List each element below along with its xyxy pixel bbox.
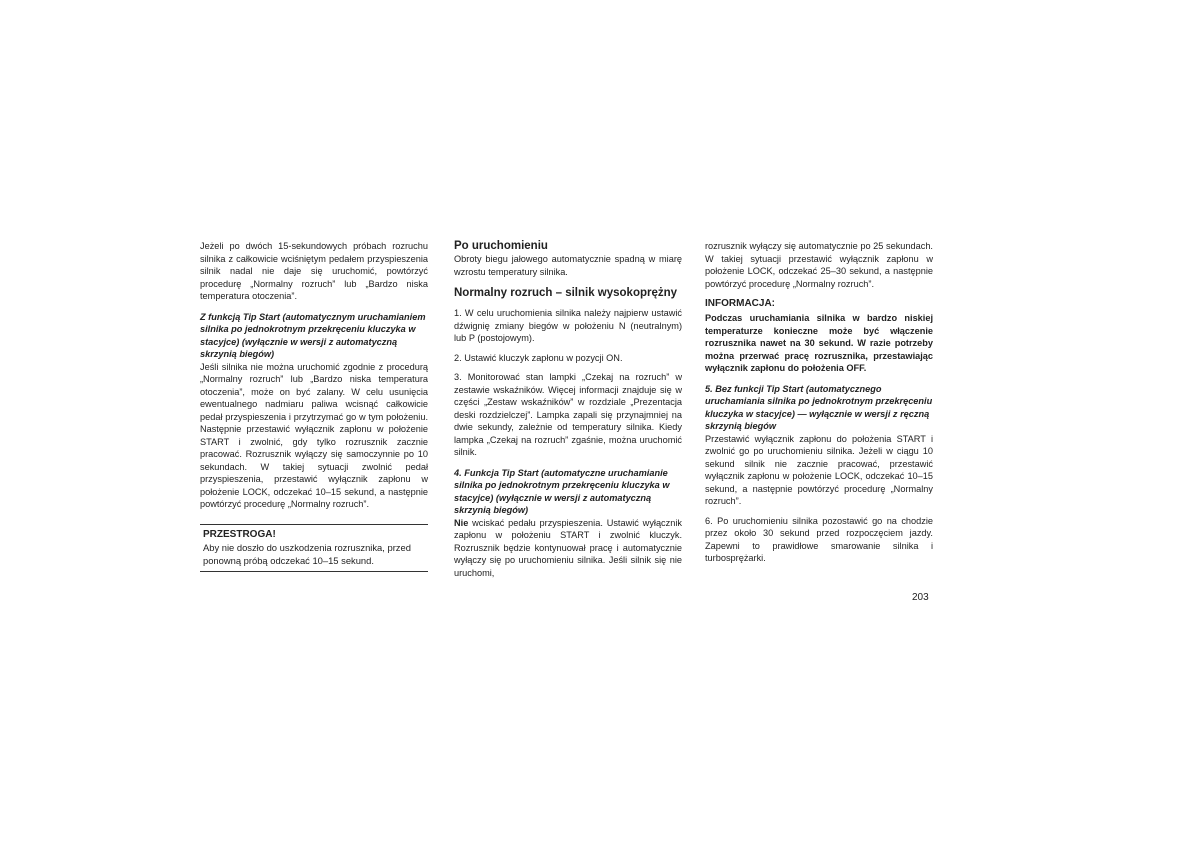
info-label: INFORMACJA:: [705, 298, 775, 309]
paragraph: Obroty biegu jałowego automatycznie spadną w miarę wzrostu temperatury silnika.: [454, 254, 682, 277]
heading-diesel-start: Normalny rozruch – silnik wysokoprężny: [454, 287, 678, 299]
emphasis-word: Nie: [454, 517, 469, 528]
paragraph: Przestawić wyłącznik zapłonu do położenia START i zwolnić go po uruchomieniu silnika. Jeżeli w ciągu 10 sekund silnik nie zacznie pracować, przestawić wyłącznik zapłonu w położenie LOCK, odczekać 10–15 sekund, a następnie powtórzyć procedurę „Normalny rozruch”.: [705, 433, 933, 506]
paragraph: rozrusznik wyłączy się automatycznie po 25 sekundach. W takiej sytuacji przestawić wyłącznik zapłonu w położenie LOCK, odczekać 25–30 sekund, a następnie powtórzyć procedurę „Normalny rozruch”.: [705, 241, 933, 289]
paragraph-text: wciskać pedału przyspieszenia. Ustawić wyłącznik zapłonu w położeniu START i zwolnić kluczyk. Rozrusznik będzie kontynuował pracę i automatycznie wyłączy się po uruchomieniu silnika. Jeśli silnik się nie uruchomi,: [454, 517, 682, 578]
step-6: 6. Po uruchomieniu silnika pozostawić go na chodzie przez około 30 sekund przed rozpoczęciem jazdy. Zapewni to prawidłowe smarowanie silnika i turbosprężarki.: [705, 515, 933, 563]
info-text: Podczas uruchamiania silnika w bardzo niskiej temperaturze konieczne może być włączenie rozrusznika nawet na 30 sekund. W razie potrzeby można przerwać pracę rozrusznika, przestawiając wyłącznik zapłonu do położenia OFF.: [705, 313, 933, 373]
step-2: 2. Ustawić kluczyk zapłonu w pozycji ON.: [454, 352, 623, 363]
warning-text: Aby nie doszło do uszkodzenia rozrusznika, przed ponowną próbą odczekać 10–15 sekund.: [203, 541, 411, 566]
warning-box: [200, 524, 428, 572]
subheading-step-4: 4. Funkcja Tip Start (automatyczne uruchamianie silnika po jednokrotnym przekręceniu kluczyka w stacyjce) (wyłącznie w wersji z automatyczną skrzynią biegów): [454, 467, 670, 515]
subheading-step-5: 5. Bez funkcji Tip Start (automatycznego uruchamiania silnika po jednokrotnym przekręceniu kluczyka w stacyjce) — wyłącznie w wersji z ręczną skrzynią biegów: [705, 383, 933, 431]
subheading-tip-start: Z funkcją Tip Start (automatycznym uruchamianiem silnika po jednokrotnym przekręceniu kluczyka w stacyjce) (wyłącznie w wersji z automatyczną skrzynią biegów): [200, 311, 426, 359]
paragraph: [454, 517, 682, 580]
heading-after-start: Po uruchomieniu: [454, 240, 548, 252]
column-2: [454, 240, 682, 579]
warning-title: PRZESTROGA!: [203, 528, 276, 540]
step-3: 3. Monitorować stan lampki „Czekaj na rozruch” w zestawie wskaźników. Więcej informacji znajduje się w części „Zestaw wskaźników” w rozdziale „Prezentacja deski rozdzielczej”. Lampka zapali się przynajmniej na dwie sekundy, zależnie od temperatury silnika. Kiedy lampka „Czekaj na rozruch” zgaśnie, można uruchomić silnik.: [454, 372, 682, 457]
page-number: 203: [912, 592, 929, 603]
step-1: 1. W celu uruchomienia silnika należy najpierw ustawić dźwignię zmiany biegów w położeniu N (neutralnym) lub P (postojowym).: [454, 308, 682, 343]
column-3: [705, 240, 933, 565]
paragraph: Jeśli silnika nie można uruchomić zgodnie z procedurą „Normalny rozruch” lub „Bardzo niska temperatura otoczenia”, może on być zalany. W celu usunięcia ewentualnego nadmiaru paliwa wcisnąć całkowicie pedał przyspieszenia i przytrzymać go w tym położeniu. Następnie przestawić wyłącznik zapłonu w położenie START i zwolnić, gdy tylko rozrusznik zacznie pracować. Rozrusznik wyłączy się samoczynnie po 10 sekundach. W takiej sytuacji zwolnić pedał przyspieszenia, przestawić wyłącznik zapłonu w położenie LOCK, odczekać 10–15 sekund, a następnie powtórzyć procedurę „Normalny rozruch”.: [200, 361, 428, 509]
paragraph: Jeżeli po dwóch 15-sekundowych próbach rozruchu silnika z całkowicie wciśniętym pedałem przyspieszenia silnik nadal nie daje się uruchomić, powtórzyć procedurę „Normalny rozruch” lub „Bardzo niska temperatura otoczenia”.: [200, 241, 428, 301]
column-1: [200, 240, 428, 572]
